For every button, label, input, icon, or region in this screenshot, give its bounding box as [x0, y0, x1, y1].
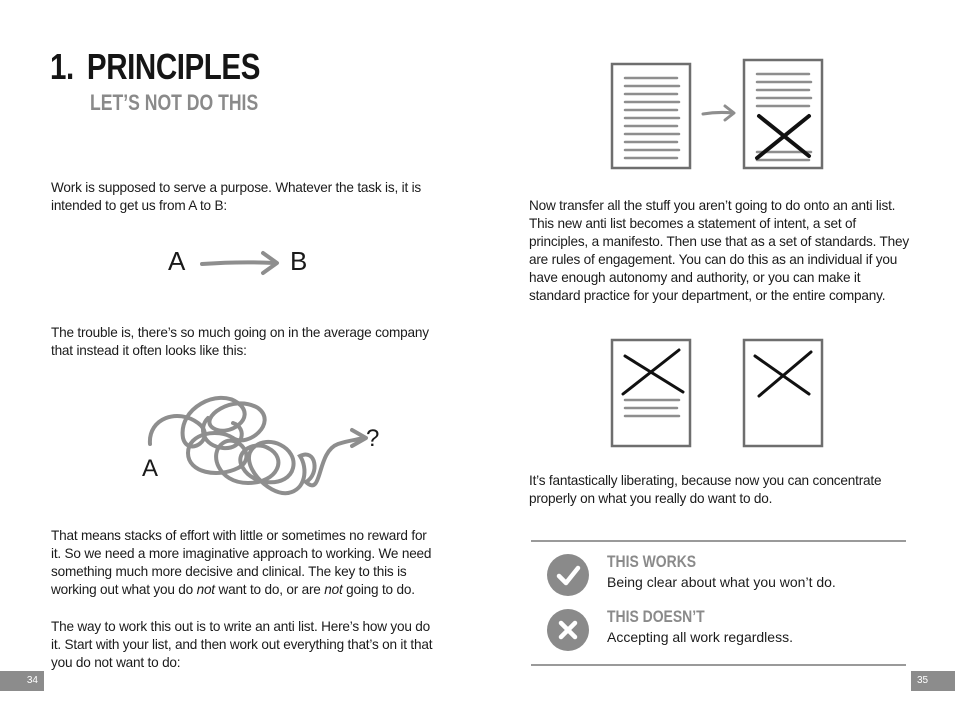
chapter-title: 1. PRINCIPLES [50, 46, 260, 87]
paragraph-transfer: Now transfer all the stuff you aren’t going to do onto an anti list. This new anti list becomes a statement of intent, a set of principles, a manifesto. Then use that as a set of standards. They are rules of engagement. You can do this as an individual if you have enough autonomy and authority, or you can make it standard practice for your department, or the entire company. [529, 198, 909, 303]
crossed-pages-diagram [607, 336, 829, 452]
tangle-drawing [138, 378, 388, 508]
this-doesnt-heading: THIS DOESN’T [607, 607, 705, 626]
check-icon [547, 554, 589, 596]
tangled-path-diagram [138, 378, 388, 508]
paragraph-trouble: The trouble is, there’s so much going on in the average company that instead it often looks like this: [51, 325, 429, 358]
this-doesnt-box [547, 609, 907, 653]
this-works-heading: THIS WORKS [607, 552, 697, 571]
this-works-box [547, 554, 907, 598]
crossed-pages-drawing [607, 336, 829, 452]
right-page [477, 0, 955, 715]
divider-top [531, 540, 906, 542]
list-transfer-drawing [607, 56, 829, 176]
original-list-page [612, 64, 690, 168]
paragraph-effort: That means stacks of effort with little or sometimes no reward for it. So we need a more imaginative approach to working. We need something much more decisive and clinical. The key to this is working out what you do not want to do, or are not going to do. [51, 528, 432, 597]
cross-icon [547, 609, 589, 651]
paragraph-liberating: It’s fantastically liberating, because now you can concentrate properly on what you really do want to do. [529, 473, 882, 506]
paragraph-purpose: Work is supposed to serve a purpose. Whatever the task is, it is intended to get us from A to B: [51, 180, 422, 213]
paragraph-anti-list: The way to work this out is to write an anti list. Here’s how you do it. Start with your list, and then work out everything that’s on it that you do not want to do: [51, 619, 433, 670]
tangle-end-label: ? [366, 425, 380, 452]
this-works-text: Being clear about what you won’t do. [607, 574, 836, 590]
left-page [0, 0, 477, 715]
list-transfer-diagram [607, 56, 829, 176]
a-to-b-drawing [160, 240, 320, 280]
tangle-start-label: A [142, 455, 159, 482]
chapter-subtitle: LET’S NOT DO THIS [90, 90, 259, 115]
page-number-left: 34 [0, 671, 44, 691]
divider-bottom [531, 664, 906, 666]
a-to-b-diagram [160, 240, 320, 280]
end-label: B [290, 246, 308, 276]
page-number-right: 35 [911, 671, 955, 691]
this-doesnt-text: Accepting all work regardless. [607, 629, 793, 645]
start-label: A [168, 246, 186, 276]
straight-arrow-line [202, 262, 275, 264]
